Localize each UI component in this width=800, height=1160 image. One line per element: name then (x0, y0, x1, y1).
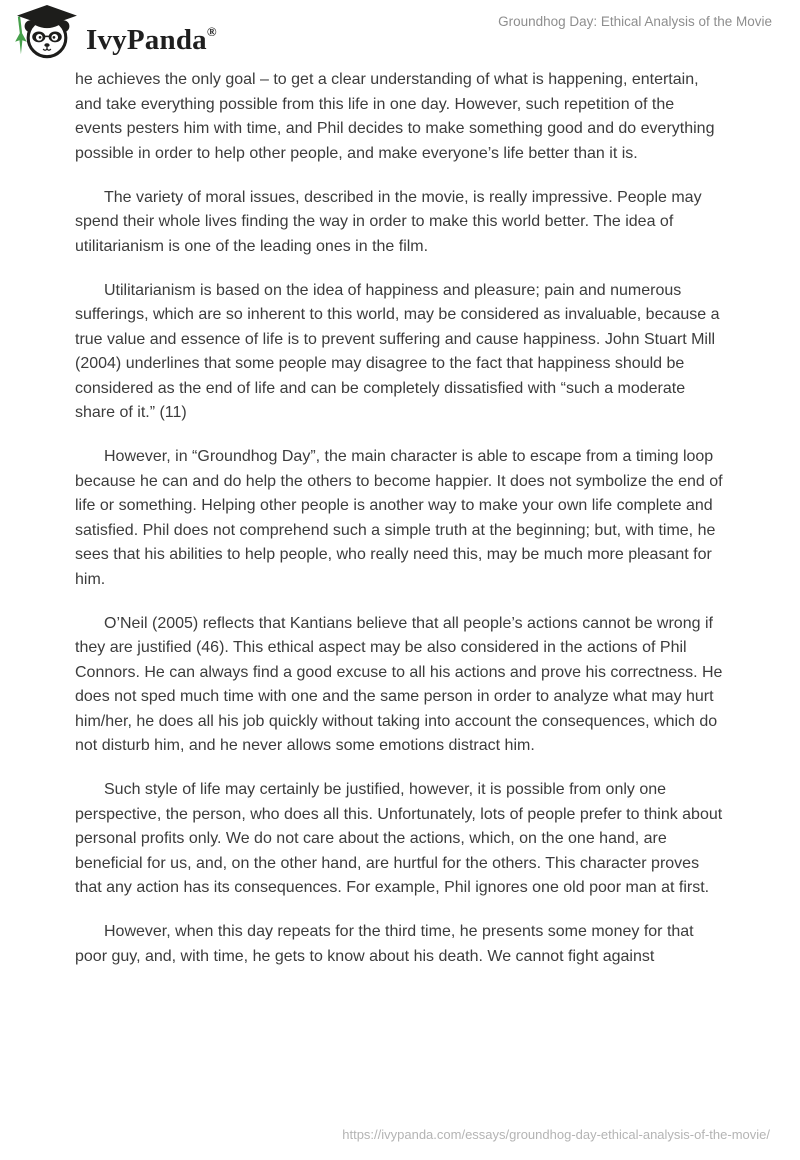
essay-body (75, 68, 725, 989)
document-title: Groundhog Day: Ethical Analysis of the Movie (498, 14, 772, 29)
paragraph-1: he achieves the only goal – to get a clear understanding of what is happening, entertain, and take everything possible from this life in one day. However, such repetition of the events pesters him with time, and Phil decides to make something good and do everything possible in order to help other people, and make everyone’s life better than it is. (75, 71, 715, 162)
page-header (0, 0, 800, 64)
brand-text: IvyPanda (86, 23, 207, 56)
paragraph-5: O’Neil (2005) reflects that Kantians believe that all people’s actions cannot be wrong if they are justified (46). This ethical aspect may be also considered in the actions of Phil Connors. He can always find a good excuse to all his actions and prove his correctness. He does not sped much time with one and the same person in order to analyze what may hurt him/her, he does all his job quickly without taking into account the consequences, which do not disturb him, and he never allows some emotions distract him. (75, 614, 723, 754)
panda-nose (44, 43, 49, 47)
panda-graduate-logo-icon (13, 5, 81, 61)
source-url-link[interactable]: https://ivypanda.com/essays/groundhog-day-ethical-analysis-of-the-movie/ (342, 1127, 770, 1142)
paragraph-4: However, in “Groundhog Day”, the main character is able to escape from a timing loop because he can and do help the others to become happier. It does not symbolize the end of life or something. Helping other people is another way to make your own life complete and satisfied. Phil does not comprehend such a simple truth at the beginning; but, with time, he sees that his abilities to help people, who really need this, may be much more pleasant for him. (75, 448, 723, 588)
paragraph-7: However, when this day repeats for the third time, he presents some money for that poor guy, and, with time, he gets to know about his death. We cannot fight against (75, 923, 694, 965)
panda-pupil-left (39, 36, 42, 39)
brand (13, 5, 217, 61)
panda-pupil-right (53, 36, 56, 39)
page-footer (342, 1126, 770, 1144)
brand-name (86, 12, 217, 55)
ivy-leaf (15, 31, 27, 54)
paragraph-2: The variety of moral issues, described in the movie, is really impressive. People may spend their whole lives finding the way in order to make this world better. The idea of utilitarianism is one of the leading ones in the film. (75, 188, 702, 255)
paragraph-3: Utilitarianism is based on the idea of happiness and pleasure; pain and numerous sufferings, which are so inherent to this world, may be considered as invaluable, because a true value and essence of life is to prevent suffering and cause happiness. John Stuart Mill (2004) underlines that some people may disagree to the fact that happiness should be considered as the end of life and can be completely dissatisfied with “such a moderate share of it.” (11) (75, 281, 720, 421)
registered-trademark: ® (206, 23, 217, 39)
paragraph-6: Such style of life may certainly be justified, however, it is possible from only one perspective, the person, who does all this. Unfortunately, lots of people prefer to think about personal profits only. We do not care about the actions, which, on the one hand, are beneficial for us, and, on the other hand, are hurtful for the others. This character proves that any action has its consequences. For example, Phil ignores one old poor man at first. (75, 781, 723, 896)
ivy-tassel-stem (19, 17, 21, 33)
